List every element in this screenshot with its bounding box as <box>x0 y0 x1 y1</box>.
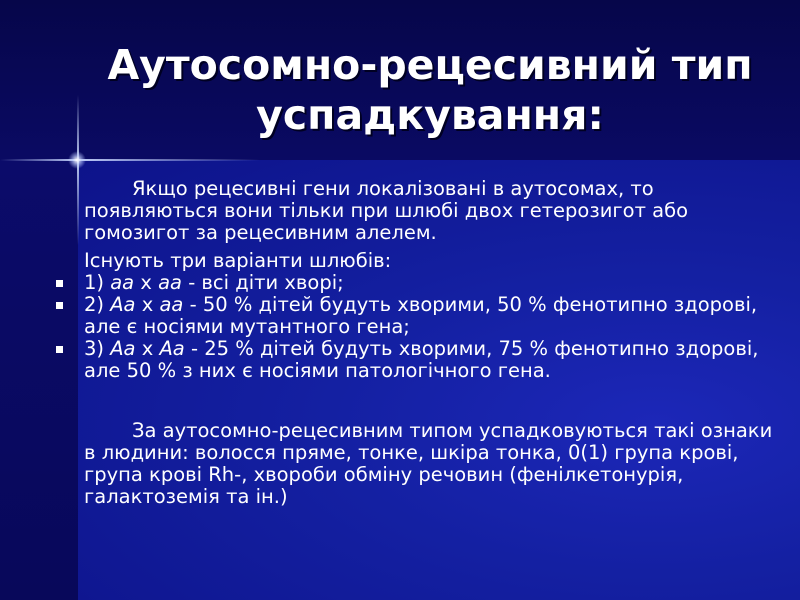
list-item <box>84 294 784 338</box>
bullet-text: - всі діти хворі; <box>188 271 344 294</box>
title-line-2: успадкування: <box>256 91 604 139</box>
variants-heading: Існують три варіанти шлюбів: <box>84 249 392 272</box>
genotype-b: Аа <box>159 337 185 360</box>
bullet-number: 3) <box>84 337 105 360</box>
genotype-b: аа <box>158 271 182 294</box>
cross-sign: х <box>141 337 154 360</box>
genotype-b: аа <box>159 293 184 316</box>
bullet-number: 1) <box>84 271 105 294</box>
bullet-number: 2) <box>84 293 105 316</box>
light-flare-center <box>68 151 86 169</box>
list-item <box>84 272 784 294</box>
bullet-square-icon <box>56 302 63 309</box>
title-line-1: Аутосомно-рецесивний тип <box>107 41 753 89</box>
bullet-text: - 50 % дітей будуть хворими, 50 % фенотипно здорові, але є носіями мутантного гена; <box>84 293 758 338</box>
light-flare-vertical <box>77 95 79 245</box>
light-flare-horizontal <box>0 159 260 161</box>
genotype-a: Аа <box>110 337 136 360</box>
bullet-square-icon <box>56 280 63 287</box>
slide-body <box>84 178 784 508</box>
bullet-square-icon <box>56 346 63 353</box>
genotype-a: Аа <box>110 293 136 316</box>
cross-sign: х <box>140 271 152 294</box>
left-band <box>0 160 78 600</box>
slide-title <box>80 40 780 140</box>
intro-paragraph: Якщо рецесивні гени локалізовані в аутосомах, то появляються вони тільки при шлюбі двох гетерозигот або гомозигот за рецесивним алелем. <box>84 177 689 244</box>
list-item <box>84 338 784 382</box>
cross-sign: х <box>141 293 154 316</box>
bullet-text: - 25 % дітей будуть хворими, 75 % фенотипно здорові, але 50 % з них є носіями патологічного гена. <box>84 337 759 382</box>
genotype-a: аа <box>110 271 135 294</box>
conclusion-paragraph: За аутосомно-рецесивним типом успадковуються такі ознаки в людини: волосся пряме, тонке, шкіра тонка, 0(1) група крові, група крові Rh-, хвороби обміну речовин (фенілкетонурія, галактоземія та ін.) <box>84 419 773 508</box>
